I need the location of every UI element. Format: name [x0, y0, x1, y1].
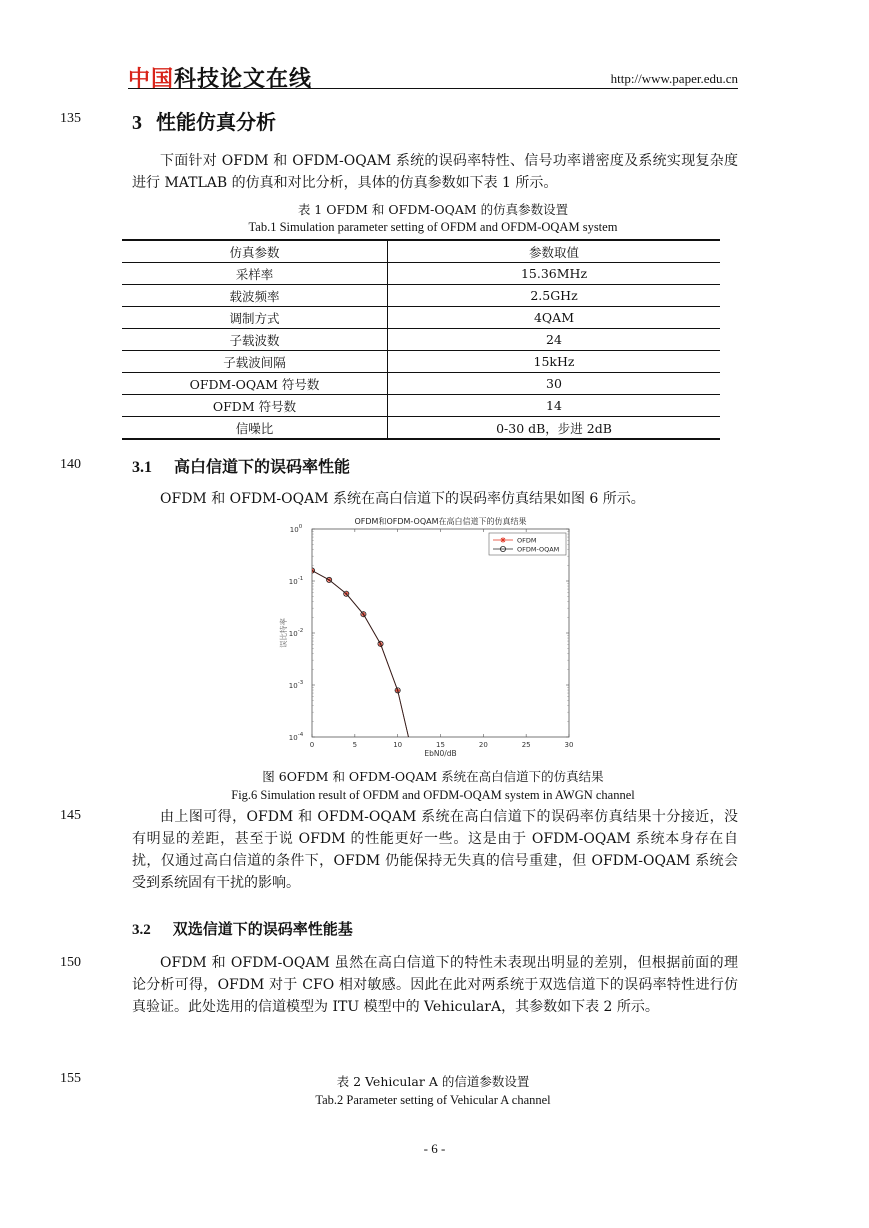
section-title: 性能仿真分析	[156, 110, 276, 134]
table-header-cell: 参数取值	[388, 240, 721, 263]
legend-marker	[500, 537, 506, 543]
figure6-caption-cn: 图 6OFDM 和 OFDM-OQAM 系统在高白信道下的仿真结果	[262, 769, 604, 784]
table-row	[122, 351, 720, 373]
table-cell: 0-30 dB，步进 2dB	[388, 417, 721, 440]
line-number: 140	[60, 457, 81, 472]
header-url[interactable]: http://www.paper.edu.cn	[610, 71, 738, 86]
paragraph-text: 由上图可得，OFDM 和 OFDM-OQAM 系统在高白信道下的误码率仿真结果十分接近，没有明显的差距，甚至于说 OFDM 的性能更好一些。这是由于 OFDM-OQAM 系统本身存在自扰，仅通过高白信道的条件下，OFDM 仍能保持无失真的信号重建，但 OFDM-OQAM 系统会受到系统固有干扰的影响。	[132, 809, 738, 891]
legend-label: OFDM-OQAM	[517, 545, 560, 554]
x-tick-label: 15	[436, 741, 445, 749]
table-cell: OFDM 符号数	[122, 395, 388, 417]
table-cell: 采样率	[122, 263, 388, 285]
table-header-row	[122, 240, 720, 263]
section-heading-3-1	[132, 454, 350, 477]
y-axis-label: 误比特率	[279, 618, 288, 648]
table-cell: 信噪比	[122, 417, 388, 440]
table-row	[122, 395, 720, 417]
result-analysis-paragraph	[132, 806, 738, 894]
table-cell: 15.36MHz	[388, 263, 721, 285]
chart-title: OFDM和OFDM-OQAM在高白信道下的仿真结果	[354, 517, 527, 526]
section-title: 双选信道下的误码率性能基	[172, 920, 353, 938]
y-tick-label: $10^{-3}$	[288, 680, 304, 690]
x-tick-label: 20	[478, 741, 488, 749]
table-cell: 15kHz	[388, 351, 721, 373]
paragraph-text: 下面针对 OFDM 和 OFDM-OQAM 系统的误码率特性、信号功率谱密度及系统实现复杂度进行 MATLAB 的仿真和对比分析，具体的仿真参数如下表 1 所示。	[132, 153, 738, 191]
section-number: 3.2	[132, 922, 151, 938]
table-row	[122, 307, 720, 329]
section-number: 3	[132, 112, 142, 134]
ber-chart	[270, 512, 580, 762]
table1-caption-cn: 表 1 OFDM 和 OFDM-OQAM 的仿真参数设置	[297, 202, 569, 217]
table1-caption-en: Tab.1 Simulation parameter setting of OFDM and OFDM-OQAM system	[248, 220, 618, 234]
table-cell: 载波频率	[122, 285, 388, 307]
table-row	[122, 417, 720, 440]
table-cell: 14	[388, 395, 721, 417]
figure6-caption-en: Fig.6 Simulation result of OFDM and OFDM-OQAM system in AWGN channel	[231, 788, 635, 802]
table-cell: OFDM-OQAM 符号数	[122, 373, 388, 395]
x-tick-label: 30	[564, 741, 574, 749]
section-heading-3	[132, 106, 276, 135]
table-cell: 2.5GHz	[388, 285, 721, 307]
table-cell: 子载波间隔	[122, 351, 388, 373]
table-cell: 24	[388, 329, 721, 351]
table-row	[122, 329, 720, 351]
x-axis-label: EbN0/dB	[424, 749, 457, 758]
x-tick-label: 0	[309, 741, 315, 749]
y-tick-label: $10^{-1}$	[288, 576, 304, 586]
line-number: 155	[60, 1071, 81, 1086]
table-cell: 4QAM	[388, 307, 721, 329]
simulation-parameter-table	[122, 239, 720, 440]
x-tick-label: 5	[352, 741, 358, 749]
paragraph-text: OFDM 和 OFDM-OQAM 虽然在高白信道下的特性未表现出明显的差别，但根据前面的理论分析可得，OFDM 对于 CFO 相对敏感。因此在此对两系统于双选信道下的误码率特性进行仿真验证。此处选用的信道模型为 ITU 模型中的 VehicularA，其参数如下表 2 所示。	[132, 955, 738, 1015]
table-header-cell: 仿真参数	[122, 240, 388, 263]
table-row	[122, 285, 720, 307]
line-number: 145	[60, 808, 81, 823]
y-tick-label: $10^{-2}$	[288, 628, 304, 638]
table-row	[122, 373, 720, 395]
table-cell: 子载波数	[122, 329, 388, 351]
paragraph-text: OFDM 和 OFDM-OQAM 系统在高白信道下的误码率仿真结果如图 6 所示。	[160, 491, 645, 507]
x-tick-label: 25	[521, 741, 531, 749]
table2-caption-en: Tab.2 Parameter setting of Vehicular A channel	[315, 1093, 551, 1107]
legend-label: OFDM	[517, 536, 537, 545]
section-number: 3.1	[132, 459, 152, 476]
logo-red-text: 中国	[128, 67, 175, 92]
section-heading-3-2	[132, 918, 353, 939]
x-tick-label: 10	[393, 741, 403, 749]
section3-1-paragraph	[132, 488, 738, 510]
intro-paragraph	[132, 150, 738, 194]
section3-2-paragraph	[132, 952, 738, 1018]
table2-caption-cn: 表 2 Vehicular A 的信道参数设置	[336, 1074, 530, 1089]
table-row	[122, 263, 720, 285]
table-cell: 调制方式	[122, 307, 388, 329]
y-tick-label: $10^{-4}$	[288, 732, 304, 742]
section-title: 高白信道下的误码率性能	[174, 457, 351, 476]
header-rule	[128, 88, 738, 89]
plot-area	[312, 529, 569, 737]
line-number: 150	[60, 955, 81, 970]
table-cell: 30	[388, 373, 721, 395]
line-number: 135	[60, 111, 81, 126]
page-number: - 6 -	[423, 1141, 446, 1156]
logo-black-text: 科技论文在线	[174, 67, 313, 92]
y-tick-label: $10^0$	[289, 524, 303, 534]
